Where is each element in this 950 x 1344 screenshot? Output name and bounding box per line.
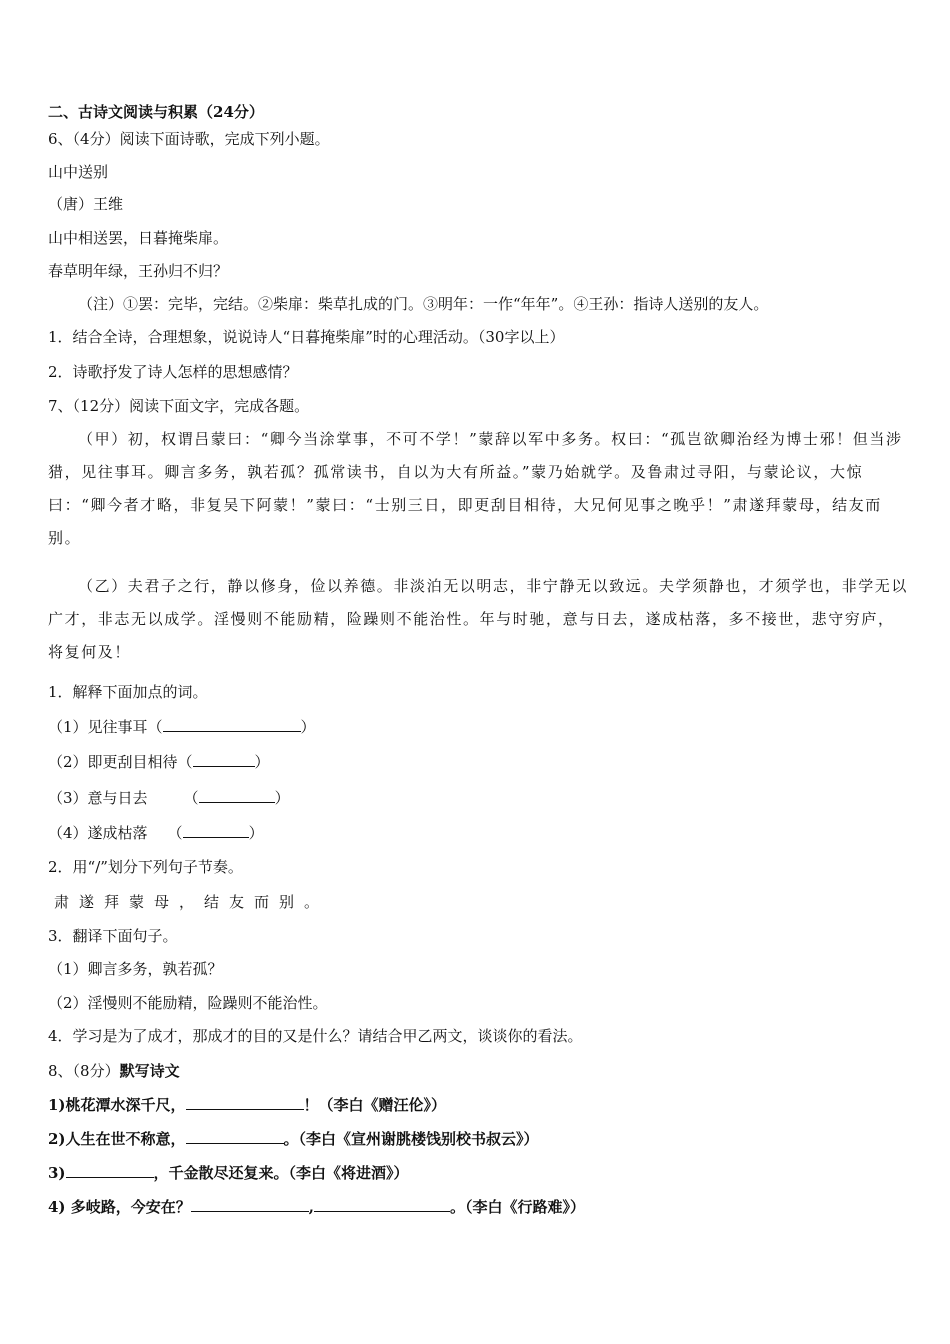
word-item-2 [48,751,910,772]
q8-header-plain: 8、（8分） [48,1062,120,1080]
rhythm-sentence: 肃遂拜蒙母，结友而别。 [54,893,330,911]
dictation-1-a: 1)桃花潭水深千尺， [48,1096,186,1114]
translate-2: （2）淫慢则不能励精，险躁则不能治性。 [48,994,328,1012]
dictation-4 [48,1196,910,1217]
section-title: 二、古诗文阅读与积累（24分） [48,103,264,121]
q6-header: 6、（4分）阅读下面诗歌，完成下列小题。 [48,130,330,148]
dictation-4-b: 。（李白《行路难》） [450,1198,586,1216]
dictation-2-a: 2)人生在世不称意， [48,1130,186,1148]
word-item-3 [48,787,910,808]
q7-sub-2: 2．用“/”划分下列句子节奏。 [48,858,243,876]
q7-sub-4: 4．学习是为了成才，那成才的目的又是什么？请结合甲乙两文，谈谈你的看法。 [48,1027,583,1045]
poem-note: （注）①罢：完毕，完结。②柴扉：柴草扎成的门。③明年：一作“年年”。④王孙：指诗人送别的友人。 [78,295,769,313]
word-4-close: ） [248,824,264,842]
dictation-4-blank-2[interactable] [314,1196,450,1212]
word-1-text: （1）见往事耳（ [48,718,163,736]
word-4-open: （ [167,824,183,842]
q6-sub-2: 2．诗歌抒发了诗人怎样的思想感情？ [48,363,298,381]
poem-title: 山中送别 [48,163,109,181]
word-3-text: （3）意与日去 [48,789,148,807]
q8-header-bold: 默写诗文 [119,1062,180,1080]
dictation-4-blank-1[interactable] [191,1196,309,1212]
dictation-1-blank[interactable] [186,1094,304,1110]
q6-sub-1: 1．结合全诗，合理想象，说说诗人“日暮掩柴扉”时的心理活动。（30字以上） [48,328,565,346]
word-2-close: ） [254,753,270,771]
dictation-2 [48,1128,910,1149]
poem-line-2: 春草明年绿，王孙归不归？ [48,262,229,280]
word-3-close: ） [274,789,290,807]
word-3-blank[interactable] [199,787,275,803]
word-2-text: （2）即更刮目相待（ [48,753,193,771]
dictation-1-b: ！（李白《赠汪伦》） [303,1096,447,1114]
passage-yi: （乙）夫君子之行，静以修身，俭以养德。非淡泊无以明志，非宁静无以致远。夫学须静也，才须学也，非学无以广才，非志无以成学。淫慢则不能励精，险躁则不能治性。年与时驰，意与日去，遂成枯落，多不接世，悲守穷庐，将复何及！ [48,577,909,661]
poem-author: （唐）王维 [48,195,124,213]
dictation-3-a: 3) [48,1164,66,1182]
q7-header: 7、（12分）阅读下面文字，完成各题。 [48,397,310,415]
poem-line-1: 山中相送罢，日暮掩柴扉。 [48,229,229,247]
word-3-open: （ [183,789,199,807]
dictation-3-b: ，千金散尽还复来。（李白《将进酒》） [153,1164,409,1182]
word-1-blank[interactable] [163,716,301,732]
dictation-2-b: 。（李白《宣州谢朓楼饯别校书叔云》） [283,1130,539,1148]
word-2-blank[interactable] [193,751,255,767]
dictation-4-comma: , [308,1198,314,1216]
q7-sub-1: 1．解释下面加点的词。 [48,683,208,701]
word-item-1 [48,716,910,737]
dictation-4-a: 4) 多岐路，今安在？ [48,1198,191,1216]
word-1-close: ） [300,718,316,736]
dictation-3-blank[interactable] [66,1162,154,1178]
q8-header [48,1061,910,1081]
word-item-4 [48,822,910,843]
word-4-text: （4）遂成枯落 [48,824,148,842]
dictation-3 [48,1162,910,1183]
dictation-1 [48,1094,910,1115]
translate-1: （1）卿言多务，孰若孤？ [48,960,223,978]
dictation-2-blank[interactable] [186,1128,284,1144]
q7-sub-3: 3．翻译下面句子。 [48,927,178,945]
passage-jia: （甲）初，权谓吕蒙曰：“卿今当涂掌事，不可不学！”蒙辞以军中多务。权曰：“孤岂欲卿治经为博士邪！但当涉猎，见往事耳。卿言多务，孰若孤？孤常读书，自以为大有所益。”蒙乃始就学。及鲁肃过寻阳，与蒙论议，大惊曰：“卿今者才略，非复吴下阿蒙！”蒙曰：“士别三日，即更刮目相待，大兄何见事之晚乎！”肃遂拜蒙母，结友而别。 [48,430,903,547]
word-4-blank[interactable] [183,822,249,838]
